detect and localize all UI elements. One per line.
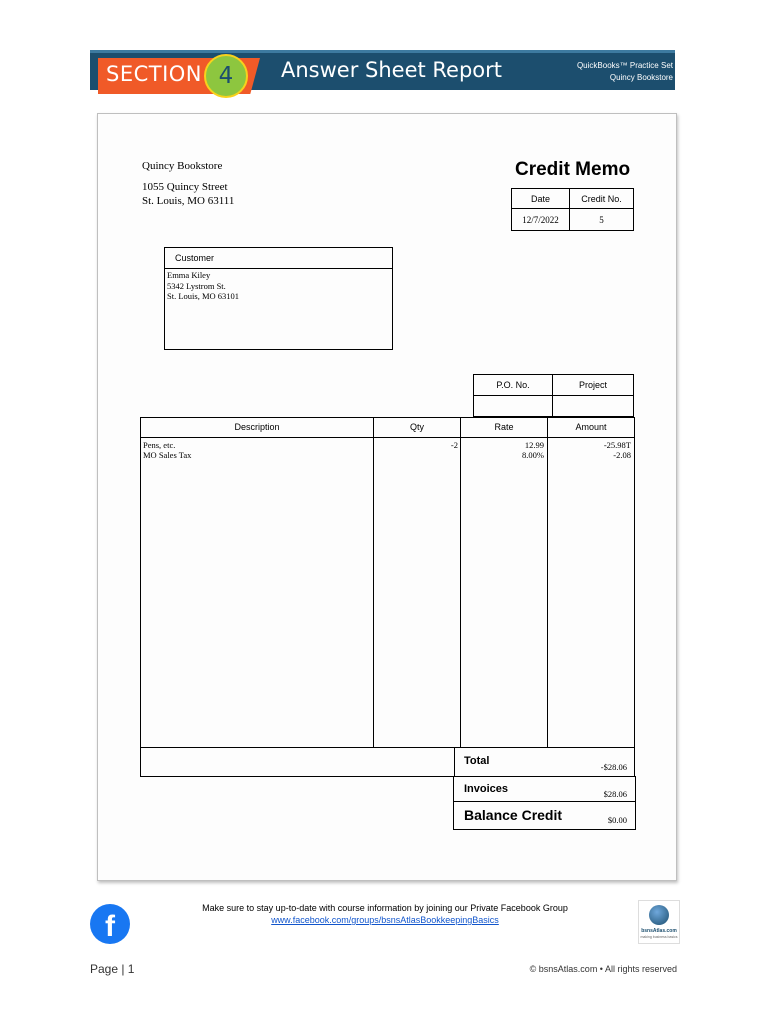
section-label: SECTION [106, 62, 203, 86]
item-rate: 8.00% [522, 450, 544, 460]
company-city: St. Louis, MO 63111 [142, 195, 235, 207]
rate-column-header: Rate [494, 422, 514, 432]
total-label: Total [464, 755, 490, 767]
qty-column-header: Qty [409, 422, 424, 432]
company-name: Quincy Bookstore [142, 160, 223, 172]
items-bottom-divider [141, 747, 634, 748]
date-credit-table [511, 188, 634, 231]
project-value [553, 396, 634, 417]
logo-tagline: making business basics [640, 935, 678, 939]
customer-address [165, 269, 392, 303]
item-amount: -2.08 [613, 450, 631, 460]
footer-text: Make sure to stay up-to-date with course information by joining our Private Facebook Group [202, 903, 568, 913]
copyright: © bsnsAtlas.com • All rights reserved [529, 964, 677, 974]
total-value: -$28.06 [600, 762, 627, 772]
item-amount: -25.98T [603, 440, 631, 450]
page-number: Page | 1 [90, 962, 135, 976]
item-rate: 12.99 [524, 440, 544, 450]
header-subtitle [577, 60, 673, 84]
item-description: MO Sales Tax [143, 450, 192, 460]
item-description: Pens, etc. [143, 440, 176, 450]
column-divider [547, 418, 548, 747]
globe-icon [649, 905, 669, 925]
total-divider [454, 747, 455, 776]
po-project-table [473, 374, 634, 417]
po-header: P.O. No. [474, 375, 553, 396]
item-qty: -2 [450, 440, 458, 450]
credit-no-header: Credit No. [570, 189, 634, 209]
date-value: 12/7/2022 [512, 209, 570, 231]
customer-header: Customer [165, 248, 392, 269]
bsnsatlas-logo-icon [638, 900, 680, 944]
date-header: Date [512, 189, 570, 209]
balance-credit-label: Balance Credit [464, 807, 563, 823]
invoices-value: $28.06 [603, 789, 627, 799]
line-items-table [140, 417, 635, 777]
balance-divider [454, 801, 635, 802]
amount-column-header: Amount [575, 422, 607, 432]
invoices-label: Invoices [464, 783, 509, 795]
section-number-badge: 4 [204, 54, 248, 98]
column-divider [460, 418, 461, 747]
description-column-header: Description [234, 422, 280, 432]
project-header: Project [553, 375, 634, 396]
memo-title: Credit Memo [515, 159, 631, 180]
customer-box [164, 247, 393, 350]
customer-street: 5342 Lystrom St. [167, 280, 226, 291]
header-divider [141, 437, 634, 438]
company-street: 1055 Quincy Street [142, 181, 228, 193]
po-value [474, 396, 553, 417]
header-subtitle-line2: Quincy Bookstore [609, 73, 673, 82]
customer-name: Emma Kiley [167, 270, 211, 280]
header-subtitle-line1: QuickBooks™ Practice Set [576, 61, 673, 70]
customer-city: St. Louis, MO 63101 [167, 291, 240, 301]
balance-credit-value: $0.00 [607, 815, 627, 825]
facebook-icon[interactable]: f [90, 904, 130, 944]
header-accent-line [90, 50, 675, 53]
column-divider [373, 418, 374, 747]
facebook-group-link[interactable]: www.facebook.com/groups/bsnsAtlasBookkeepingBasics [271, 915, 499, 925]
footer-message [160, 902, 610, 926]
credit-no-value: 5 [570, 209, 634, 231]
report-title: Answer Sheet Report [281, 58, 503, 82]
logo-text: bsnsAtlas.com [641, 928, 677, 934]
